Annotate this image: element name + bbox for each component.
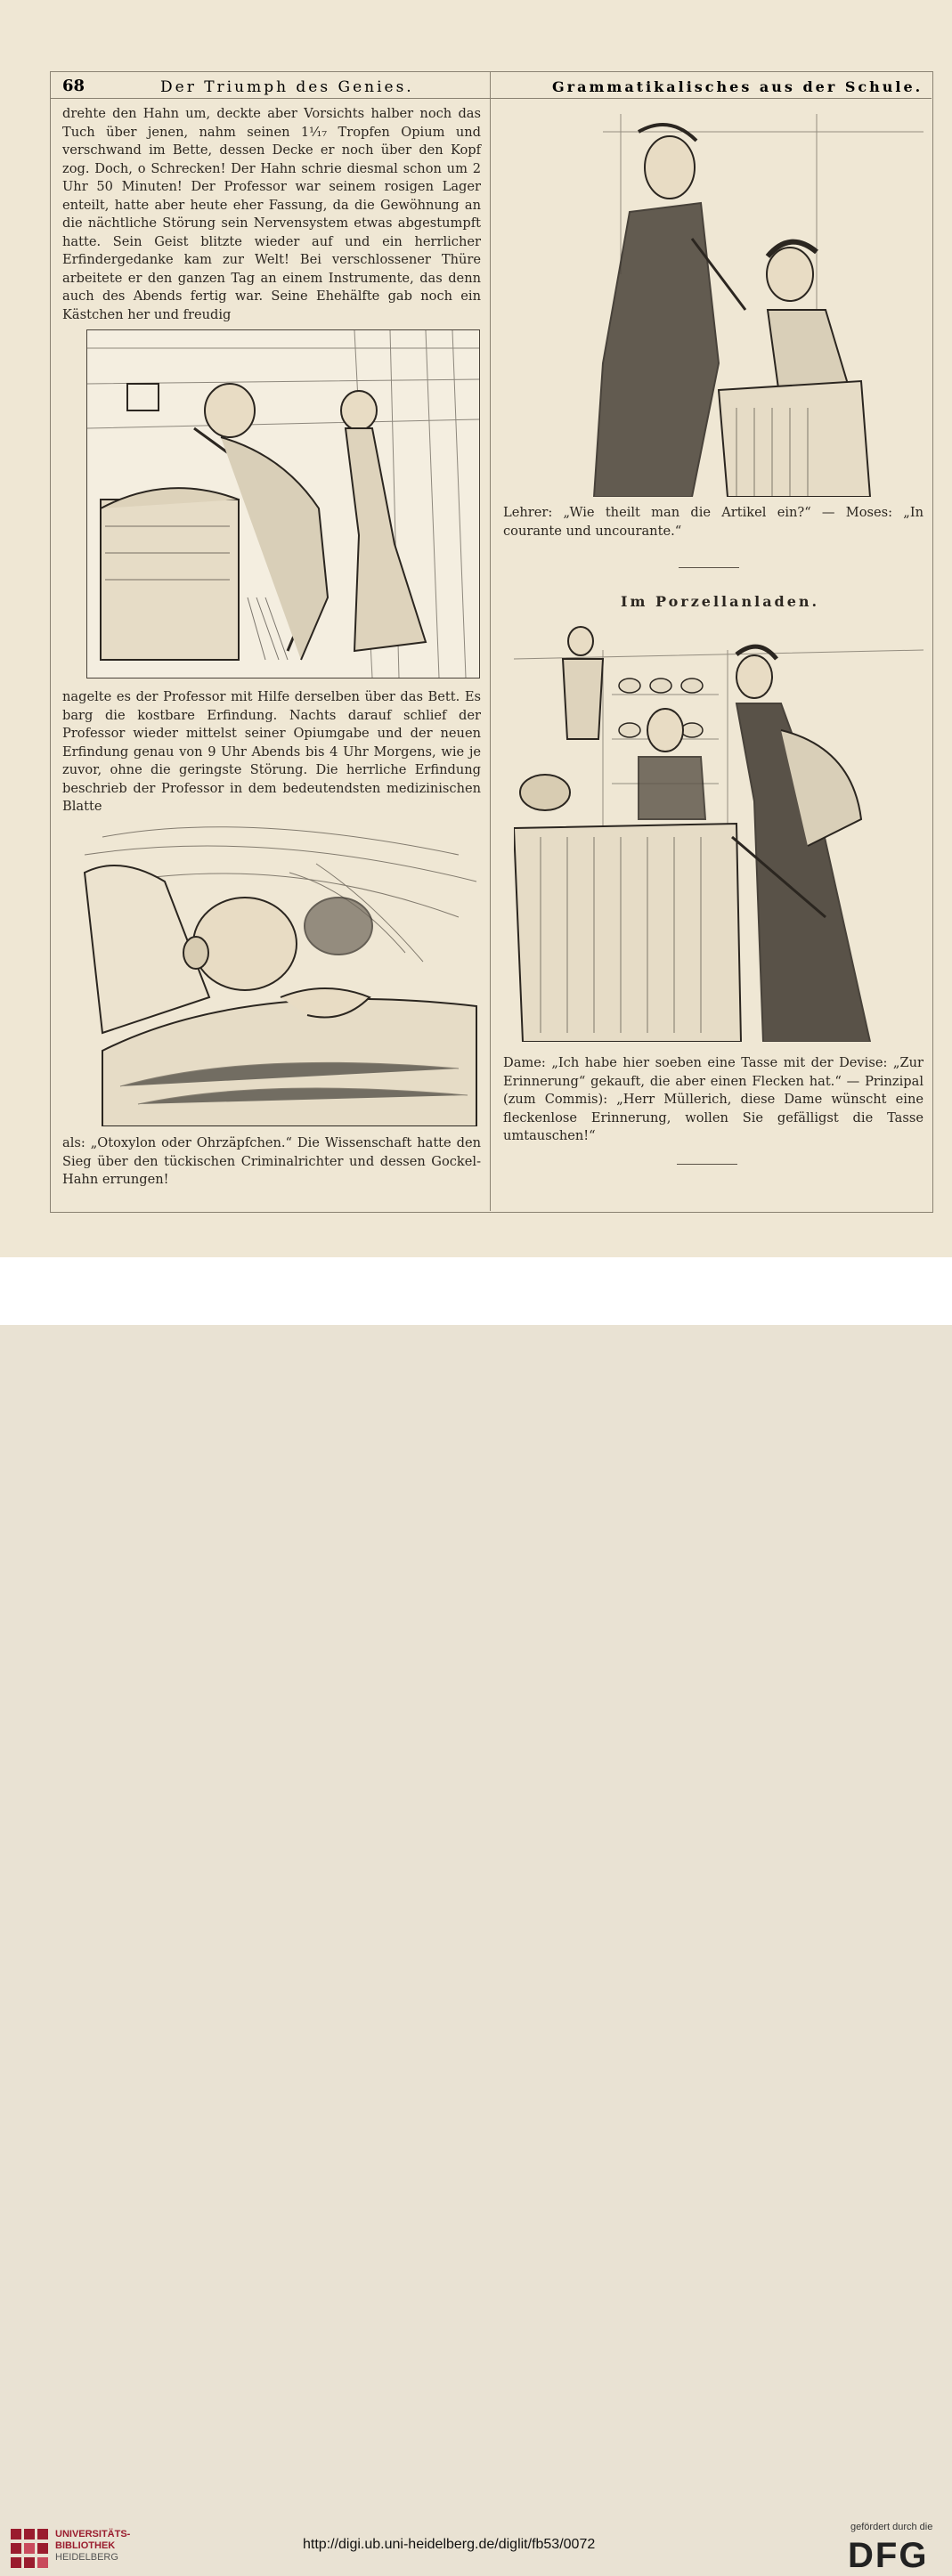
library-line-2: BIBLIOTHEK xyxy=(55,2540,116,2551)
separator-rule xyxy=(679,567,739,568)
library-line-1: UNIVERSITÄTS- xyxy=(55,2529,131,2539)
illustration-porcelain-shop xyxy=(514,623,924,1042)
caption-teacher-joke: Lehrer: „Wie theilt man die Artikel ein?“ — Moses: „In courante und uncourante.“ xyxy=(503,505,924,539)
page-number: 68 xyxy=(62,77,85,95)
caption-porcelain-joke: Dame: „Ich habe hier soeben eine Tasse mit der Devise: „Zur Erinnerung“ gekauft, die aber einen Flecken hat.“ — Prinzipal (zum Commis): „Herr Müllerich, diese Dame wünscht eine fleckenlose Erinnerung, wollen Sie gefälligst die Tasse umtauschen!“ xyxy=(503,1055,924,1143)
library-line-3: HEIDELBERG xyxy=(55,2552,118,2563)
column-divider xyxy=(490,71,491,1211)
story-paragraph-3: als: „Otoxylon oder Ohrzäpfchen.“ Die Wissenschaft hatte den Sieg über den tückischen Criminalrichter und dessen Gockel-Hahn errungen! xyxy=(62,1135,481,1187)
illustration-professor-sleeping xyxy=(67,819,481,1126)
running-title: Der Triumph des Genies. xyxy=(160,78,414,96)
illustration-teacher-and-student xyxy=(514,96,924,497)
permalink-url[interactable]: http://digi.ub.uni-heidelberg.de/diglit/fb53/0072 xyxy=(303,2537,596,2552)
story-paragraph-1: drehte den Hahn um, deckte aber Vorsichts halber noch das Tuch über jenen, nahm seinen 1¹⁄₁₇ Tropfen Opium und verschwand im Bette, dessen Decke er noch über den Kopf zog. Doch, o Schrecken! Der Hahn schrie diesmal schon um 2 Uhr 50 Minuten! Der Professor war seinem rosigen Lager enteilt, hatte aber heute eher Fassung, da die Gewöhnung an die nächtliche Störung sein Nervensystem etwas abgestumpft hatte. Sein Geist blitzte wieder auf und ein herrlicher Erfindergedanke kam zur Welt! Bei verschlossener Thüre arbeitete er den ganzen Tag an einem Instrumente, das denn auch des Abends fertig war. Seine Ehehälfte gab noch ein Kästchen her und freudig xyxy=(62,106,481,322)
university-library-logo xyxy=(11,2529,48,2568)
viewer-footer xyxy=(0,1257,952,2575)
library-name xyxy=(55,2529,130,2564)
story-paragraph-2: nagelte es der Professor mit Hilfe derselben über das Bett. Es barg die kostbare Erfindung. Nachts darauf schlief der Professor wieder mittelst seiner Opiumgabe und der neuen Erfindung genau von 9 Uhr Abends bis 4 Uhr Morgens, wie je zuvor, ohne die geringste Störung. Die herrliche Erfindung beschrieb der Professor in dem bedeutendsten medizinischen Blatte xyxy=(62,689,481,814)
end-rule xyxy=(677,1164,737,1165)
scanned-page xyxy=(0,0,952,1257)
section-title: Grammatikalisches aus der Schule. xyxy=(552,78,924,95)
subsection-title: Im Porzellanladen. xyxy=(621,593,820,610)
illustration-professor-nailing-box xyxy=(86,329,480,679)
funder-caption: gefördert durch die xyxy=(850,2522,933,2532)
dfg-logo: DFG xyxy=(848,2536,929,2575)
